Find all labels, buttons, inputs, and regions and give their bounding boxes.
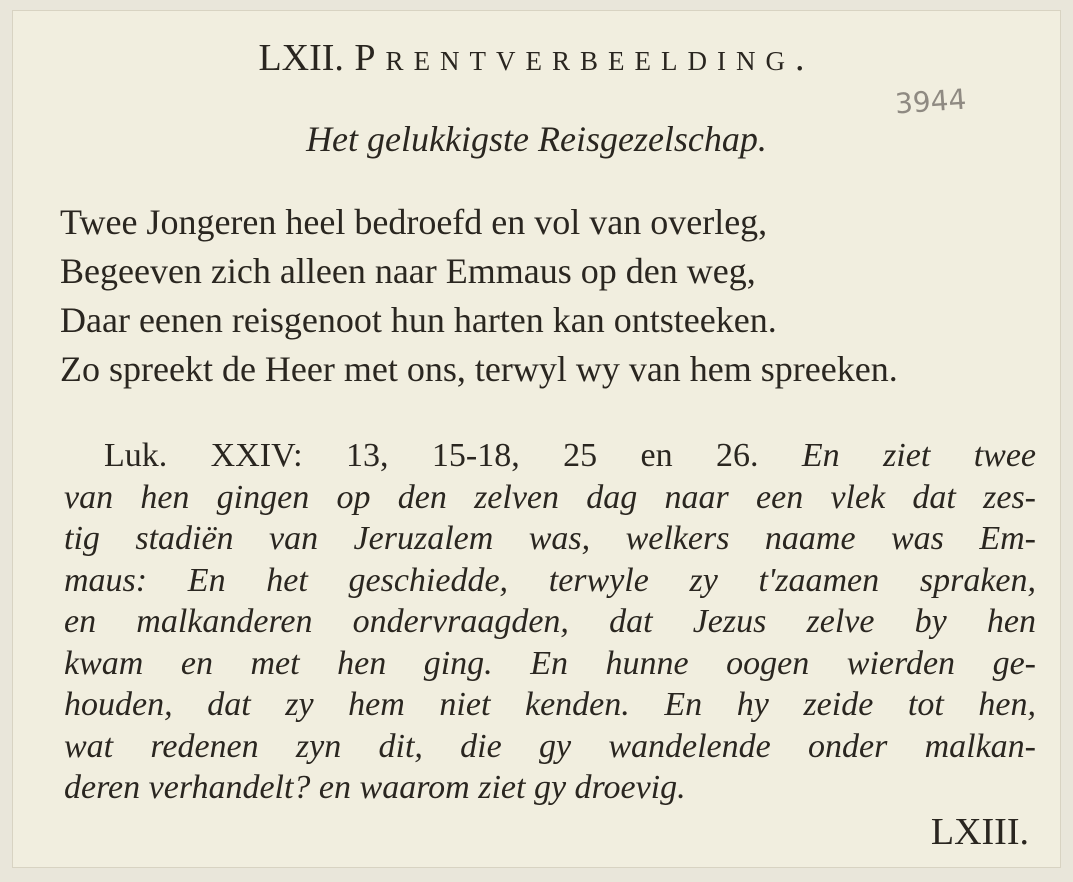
poem-line: Zo spreekt de Heer met ons, terwyl wy van hem spreeken. [60, 349, 898, 389]
poem [60, 198, 898, 394]
scripture-line: kwam en met hen ging. En hunne oogen wierden ge- [64, 644, 1036, 682]
scripture-passage [64, 435, 1036, 809]
print-page [12, 10, 1061, 868]
poem-line: Twee Jongeren heel bedroefd en vol van overleg, [60, 202, 768, 242]
scripture-reference: Luk. XXIV: 13, 15-18, 25 en 26. [104, 437, 759, 474]
scripture-line: maus: En het geschiedde, terwyle zy t'zaamen spraken, [64, 561, 1036, 599]
scripture-line: wat redenen zyn dit, die gy wandelende onder malkan- [64, 727, 1036, 765]
poem-line: Begeeven zich alleen naar Emmaus op den weg, [60, 251, 756, 291]
scripture-line: en malkanderen ondervraagden, dat Jezus zelve by hen [64, 603, 1036, 640]
catchword: LXIII. [930, 811, 1029, 853]
page-heading [12, 36, 1061, 80]
scripture-line: deren verhandelt? en waarom ziet gy droevig. [64, 769, 686, 806]
scripture-text: En ziet twee [801, 437, 1036, 474]
poem-line: Daar eenen reisgenoot hun harten kan ontsteeken. [60, 300, 777, 340]
heading-title: Prentverbeelding. [354, 37, 815, 79]
handwritten-number: 3944 [893, 82, 968, 121]
subtitle: Het gelukkigste Reisgezelschap. [306, 119, 767, 159]
scripture-line: houden, dat zy hem niet kenden. En hy zeide tot hen, [64, 686, 1036, 723]
scripture-first-line [64, 435, 1036, 477]
scripture-line: tig stadiën van Jeruzalem was, welkers naame was Em- [64, 520, 1036, 557]
scripture-line: van hen gingen op den zelven dag naar een vlek dat zes- [64, 478, 1036, 516]
heading-number: LXII. [258, 37, 344, 79]
